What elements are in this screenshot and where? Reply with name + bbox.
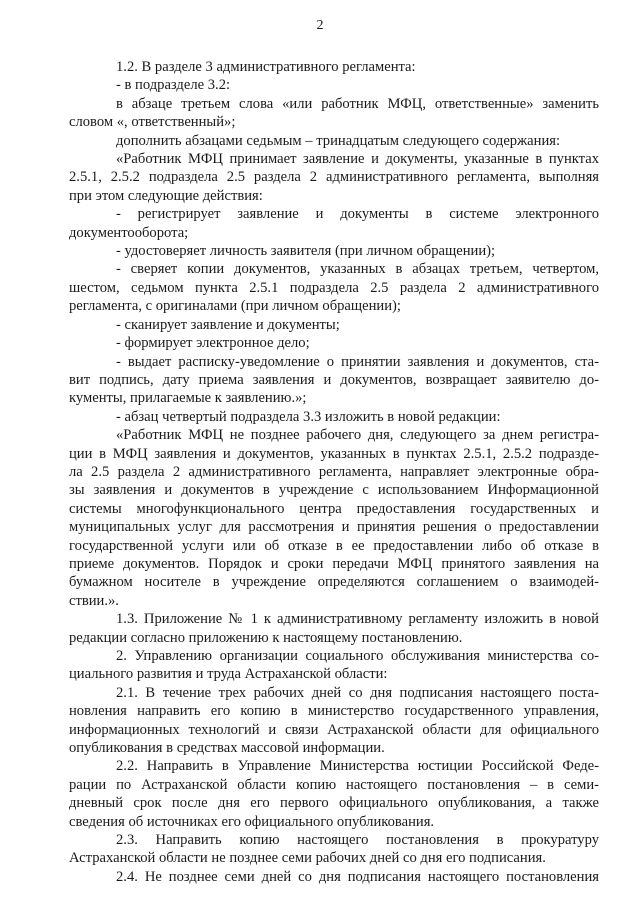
paragraph-line: словом «, ответственный»; <box>69 114 236 131</box>
paragraph-line: системы многофункционального центра предоставления государственных и <box>69 500 599 517</box>
paragraph-line: ции в МФЦ заявления и документов, указанных в пунктах 2.5.1, 2.5.2 подразде- <box>69 445 599 462</box>
paragraph-line: при этом следующие действия: <box>69 187 263 204</box>
paragraph-line: Астраханской области не позднее семи рабочих дней со дня его подписания. <box>69 850 546 867</box>
paragraph-line: ла 2.5 раздела 2 административного регламента, направляет электронные обра- <box>69 463 599 480</box>
paragraph-line: - выдает расписку-уведомление о принятии заявления и документов, ста- <box>116 353 599 370</box>
paragraph-line: сведения об источниках его официального опубликования. <box>69 813 435 830</box>
paragraph-line: «Работник МФЦ не позднее рабочего дня, следующего за днем регистра- <box>116 427 599 444</box>
paragraph-line: 1.3. Приложение № 1 к административному регламенту изложить в новой <box>116 611 599 628</box>
paragraph-line: - сканирует заявление и документы; <box>116 316 340 333</box>
paragraph-line: циального развития и труда Астраханской области: <box>69 666 388 683</box>
paragraph-line: 1.2. В разделе 3 административного регламента: <box>116 59 416 75</box>
paragraph-line: - формирует электронное дело; <box>116 335 310 352</box>
paragraph-line: - в подразделе 3.2: <box>116 77 231 94</box>
paragraph-line: 2.4. Не позднее семи дней со дня подписания настоящего постановления <box>116 868 599 885</box>
paragraph-line: вит подпись, дату приема заявления и документов, возвращает заявителю до- <box>69 371 599 388</box>
paragraph-line: 2. Управлению организации социального обслуживания министерства со- <box>116 648 599 664</box>
page-number: 2 <box>316 18 324 33</box>
paragraph-line: муниципальных услуг для рассмотрения и принятия решения о предоставлении <box>69 519 599 536</box>
paragraph-line: регламента, с оригиналами (при личном обращении); <box>69 298 401 315</box>
paragraph-line: шестом, седьмом пункта 2.5.1 подраздела 2.5 раздела 2 административного <box>69 279 599 296</box>
paragraph-line: - абзац четвертый подраздела 3.3 изложить в новой редакции: <box>116 408 501 425</box>
paragraph-line: дополнить абзацами седьмым – тринадцатым следующего содержания: <box>116 132 561 149</box>
paragraph-line: ствии.». <box>69 592 119 609</box>
paragraph-line: зы заявления и документов в учреждение с использованием Информационной <box>69 482 599 499</box>
paragraph-line: редакции согласно приложению к настоящему постановлению. <box>69 629 463 646</box>
paragraph-line: новления направить его копию в министерство государственного управления, <box>69 703 599 720</box>
paragraph-line: опубликования в средствах массовой информации. <box>69 740 385 757</box>
paragraph-line: 2.2. Направить в Управление Министерства юстиции Российской Феде- <box>116 758 599 775</box>
paragraph-line: 2.3. Направить копию настоящего постановления в прокуратуру <box>116 832 599 849</box>
paragraph-line: «Работник МФЦ принимает заявление и документы, указанные в пунктах <box>116 151 599 168</box>
paragraph-line: 2.5.1, 2.5.2 подраздела 2.5 раздела 2 административного регламента, выполняя <box>69 169 599 186</box>
paragraph-line: - регистрирует заявление и документы в системе электронного <box>116 206 599 223</box>
paragraph-line: - удостоверяет личность заявителя (при личном обращении); <box>116 243 496 260</box>
document-body <box>69 58 599 886</box>
paragraph-line: информационных технологий и связи Астраханской области для официального <box>69 721 599 738</box>
paragraph-line: государственной услуги или об отказе в ее предоставлении либо об отказе в <box>69 537 599 554</box>
paragraph-line: дневный срок после дня его первого официального опубликования, а также <box>69 795 599 812</box>
paragraph-line: 2.1. В течение трех рабочих дней со дня подписания настоящего поста- <box>116 684 599 701</box>
paragraph-line: рации по Астраханской области копию настоящего постановления – в семи- <box>69 776 599 793</box>
paragraph-line: приеме документов. Порядок и сроки передачи МФЦ принятого заявления на <box>69 555 599 572</box>
paragraph-line: - сверяет копии документов, указанных в абзацах третьем, четвертом, <box>116 261 599 278</box>
paragraph-line: кументы, прилагаемые к заявлению.»; <box>69 390 307 407</box>
paragraph-line: бумажном носителе в учреждение определяются соглашением о взаимодей- <box>69 574 599 591</box>
paragraph-line: в абзаце третьем слова «или работник МФЦ, ответственные» заменить <box>116 95 599 112</box>
paragraph-line: документооборота; <box>69 224 189 241</box>
